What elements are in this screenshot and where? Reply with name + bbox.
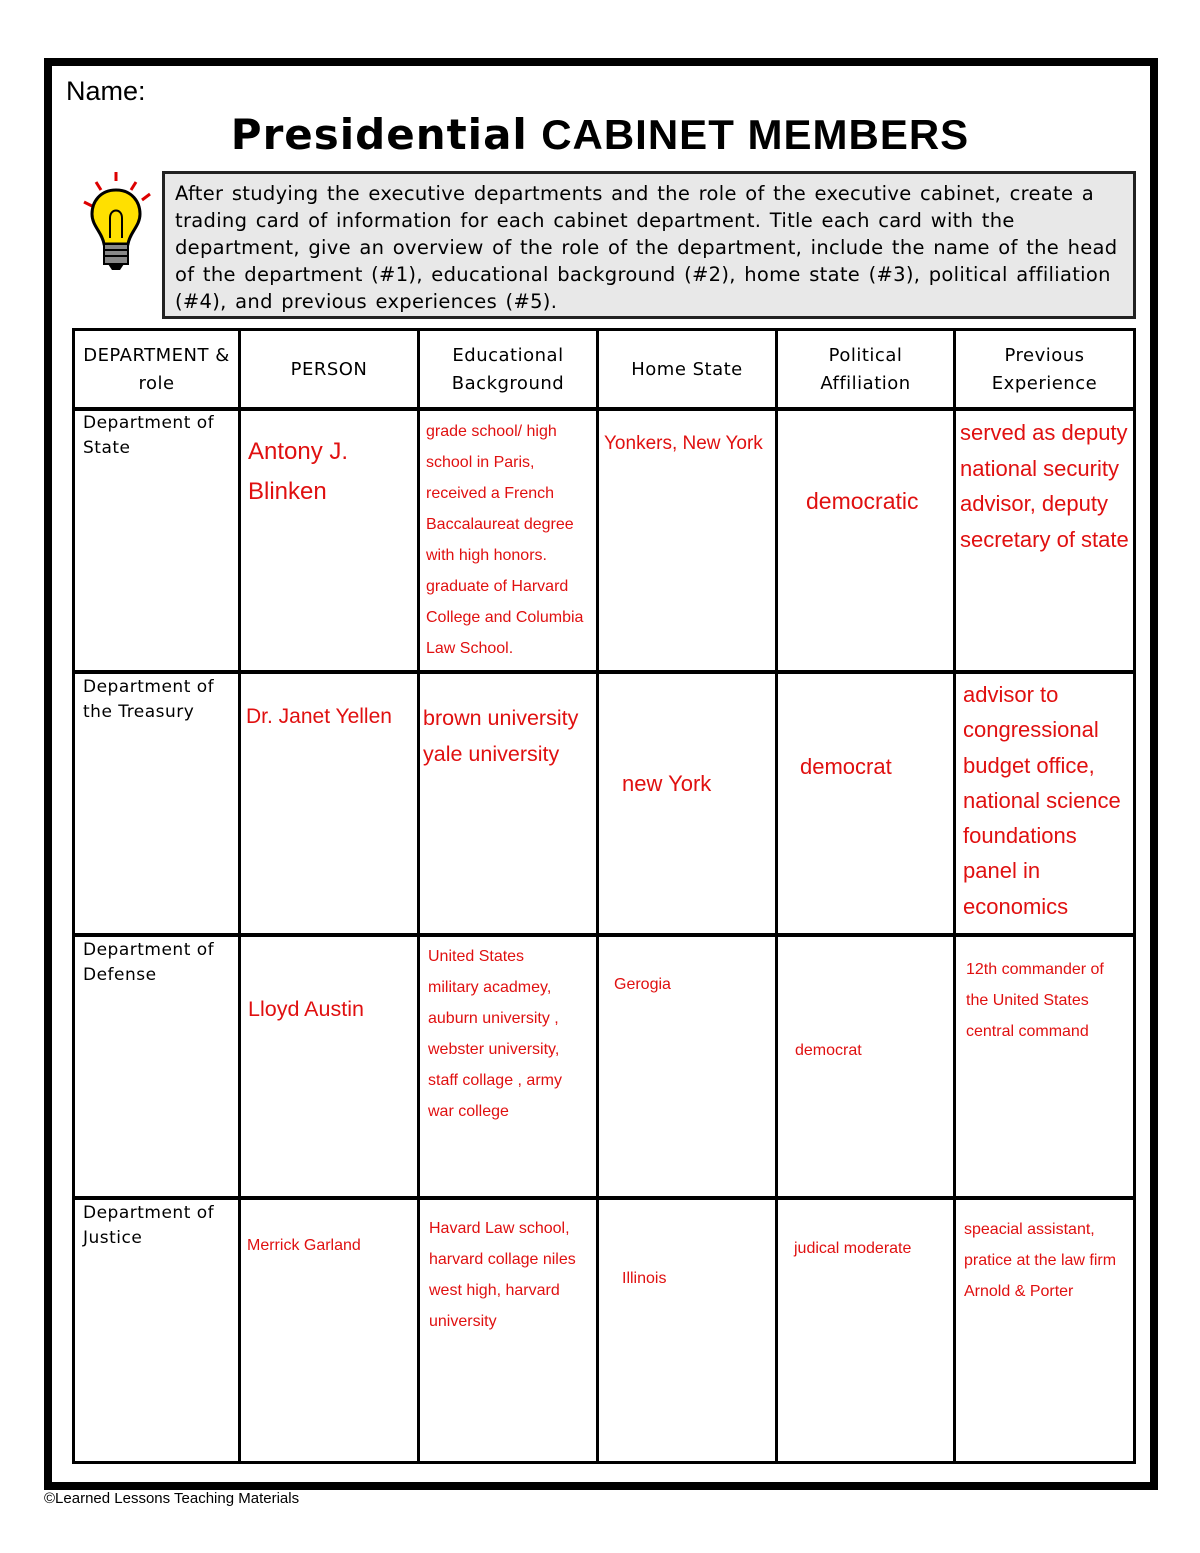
header-home-state: Home State xyxy=(631,359,743,380)
row-1-affiliation: democratic xyxy=(806,488,919,514)
row-4-department: Department of Justice xyxy=(83,1203,215,1248)
column-divider xyxy=(417,328,420,1464)
copyright-footer: ©Learned Lessons Teaching Materials xyxy=(44,1490,300,1507)
row-4-education: Havard Law school, harvard collage niles west high, harvard university xyxy=(429,1220,576,1330)
row-3-department: Department of Defense xyxy=(83,940,215,985)
header-person: PERSON xyxy=(290,359,368,380)
row-2-experience: advisor to congressional budget office, national science foundations panel in economics xyxy=(963,682,1121,919)
row-4-person: Merrick Garland xyxy=(247,1237,361,1254)
row-4-affiliation: judical moderate xyxy=(794,1240,912,1257)
title-part-1: Presidential xyxy=(230,110,528,159)
row-4-home-state: Illinois xyxy=(622,1270,667,1287)
row-1-education: grade school/ high school in Paris, received a French Baccalaureat degree with high honors. graduate of Harvard College and Columbia Law School. xyxy=(426,423,584,657)
column-divider xyxy=(953,328,956,1464)
header-education: Educational Background xyxy=(451,345,565,394)
row-3-home-state: Gerogia xyxy=(614,976,671,993)
header-experience: Previous Experience xyxy=(991,345,1098,394)
column-divider xyxy=(238,328,241,1464)
header-department: DEPARTMENT & role xyxy=(83,345,230,394)
row-2-education: brown university yale university xyxy=(423,706,579,766)
instructions-box: After studying the executive departments and the role of the executive cabinet, create a trading card of information for each cabinet department. Title each card with the department, give an overview of the role of the department, include the name of the head of the department (#1), educational background (#2), home state (#3), political affiliation (#4), and previous experiences (#5). xyxy=(162,171,1136,319)
row-1-experience: served as deputy national security advisor, deputy secretary of state xyxy=(960,420,1129,552)
row-divider xyxy=(72,933,1136,937)
row-divider xyxy=(72,670,1136,674)
row-3-experience: 12th commander of the United States central command xyxy=(966,961,1104,1040)
row-3-person: Lloyd Austin xyxy=(248,997,364,1021)
row-2-person: Dr. Janet Yellen xyxy=(246,705,392,728)
row-3-affiliation: democrat xyxy=(795,1042,862,1059)
row-4-experience: speacial assistant, pratice at the law firm Arnold & Porter xyxy=(964,1221,1117,1300)
column-divider xyxy=(775,328,778,1464)
row-2-department: Department of the Treasury xyxy=(83,677,215,722)
row-2-affiliation: democrat xyxy=(800,754,892,779)
page-title xyxy=(0,110,1200,159)
title-part-2: CABINET MEMBERS xyxy=(541,111,970,158)
row-1-department: Department of State xyxy=(83,413,215,458)
row-1-home-state: Yonkers, New York xyxy=(604,433,763,454)
row-1-person: Antony J. Blinken xyxy=(248,438,349,505)
name-label: Name: xyxy=(66,76,146,106)
column-divider xyxy=(596,328,599,1464)
header-affiliation: Political Affiliation xyxy=(820,345,911,394)
row-3-education: United States military acadmey, auburn university , webster university, staff collage , army war college xyxy=(428,948,562,1120)
light-bulb-icon xyxy=(76,168,160,276)
row-2-home-state: new York xyxy=(622,771,712,796)
row-divider xyxy=(72,1196,1136,1200)
